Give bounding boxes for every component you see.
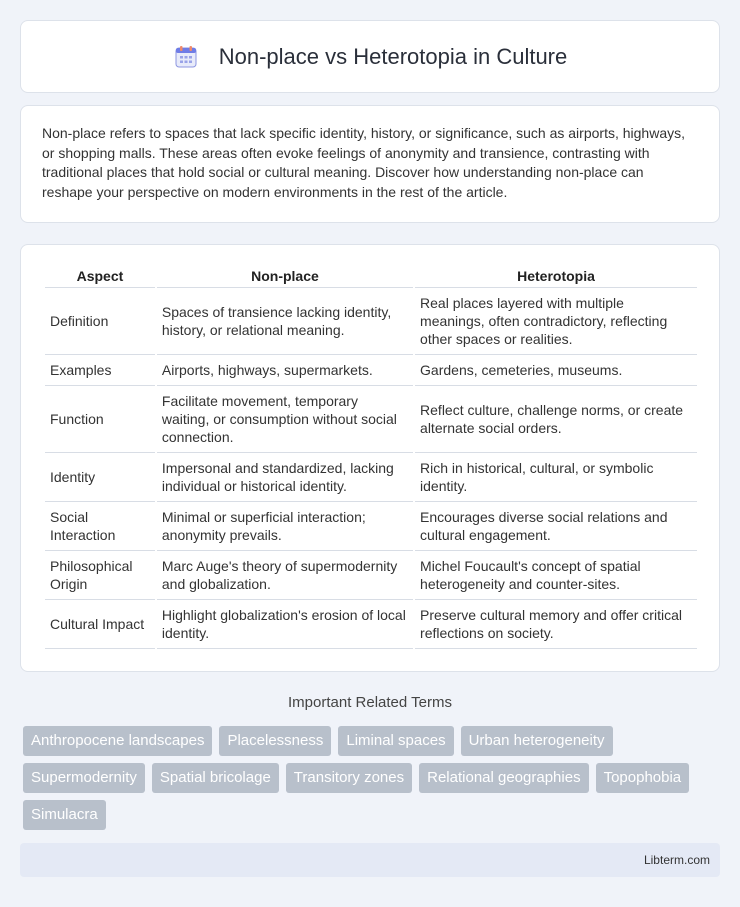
table-cell: Airports, highways, supermarkets.	[157, 355, 413, 386]
page-title: Non-place vs Heterotopia in Culture	[218, 43, 568, 69]
table-cell: Facilitate movement, temporary waiting, or consumption without social connection.	[157, 386, 413, 453]
footer	[20, 843, 720, 877]
related-terms-title: Important Related Terms	[288, 694, 452, 711]
intro-card	[20, 105, 720, 223]
table-cell: Minimal or superficial interaction; anonymity prevails.	[157, 502, 413, 551]
column-header: Aspect	[45, 263, 155, 288]
table-cell: Encourages diverse social relations and cultural engagement.	[415, 502, 697, 551]
related-term-tag[interactable]: Topophobia	[596, 763, 690, 793]
table-cell: Function	[45, 386, 155, 453]
related-term-tag[interactable]: Relational geographies	[419, 763, 588, 793]
table-cell: Marc Auge's theory of supermodernity and globalization.	[157, 551, 413, 600]
table-row	[45, 288, 697, 355]
table-cell: Michel Foucault's concept of spatial heterogeneity and counter-sites.	[415, 551, 697, 600]
table-row	[45, 551, 697, 600]
table-cell: Spaces of transience lacking identity, history, or relational meaning.	[157, 288, 413, 355]
table-cell: Cultural Impact	[45, 600, 155, 649]
related-term-tag[interactable]: Anthropocene landscapes	[23, 726, 212, 756]
table-cell: Examples	[45, 355, 155, 386]
table-row	[45, 386, 697, 453]
table-row	[45, 502, 697, 551]
table-cell: Social Interaction	[45, 502, 155, 551]
table-cell: Definition	[45, 288, 155, 355]
related-term-tag[interactable]: Spatial bricolage	[152, 763, 279, 793]
table-row	[45, 355, 697, 386]
header-card	[20, 20, 720, 93]
table-cell: Reflect culture, challenge norms, or create alternate social orders.	[415, 386, 697, 453]
comparison-table-card	[20, 244, 720, 672]
comparison-table	[43, 263, 699, 649]
related-term-tag[interactable]: Supermodernity	[23, 763, 145, 793]
footer-link[interactable]: Libterm.com	[643, 853, 710, 867]
table-row	[45, 600, 697, 649]
table-cell: Preserve cultural memory and offer critical reflections on society.	[415, 600, 697, 649]
calendar-icon	[173, 44, 199, 70]
related-terms-list	[23, 726, 723, 837]
column-header: Heterotopia	[415, 263, 697, 288]
table-cell: Gardens, cemeteries, museums.	[415, 355, 697, 386]
related-term-tag[interactable]: Liminal spaces	[338, 726, 453, 756]
column-header: Non-place	[157, 263, 413, 288]
table-cell: Real places layered with multiple meanings, often contradictory, reflecting other spaces or realities.	[415, 288, 697, 355]
related-term-tag[interactable]: Placelessness	[219, 726, 331, 756]
table-header-row	[45, 263, 697, 288]
related-term-tag[interactable]: Transitory zones	[286, 763, 412, 793]
related-term-tag[interactable]: Urban heterogeneity	[461, 726, 613, 756]
intro-text: Non-place refers to spaces that lack specific identity, history, or significance, such as airports, highways, or shopping malls. These areas often evoke feelings of anonymity and transience, contrasting with traditional places that hold social or cultural meaning. Discover how understanding non-place can reshape your perspective on modern environments in the rest of the article.	[42, 125, 685, 200]
table-row	[45, 453, 697, 502]
table-cell: Rich in historical, cultural, or symbolic identity.	[415, 453, 697, 502]
table-cell: Identity	[45, 453, 155, 502]
table-cell: Impersonal and standardized, lacking individual or historical identity.	[157, 453, 413, 502]
table-cell: Highlight globalization's erosion of local identity.	[157, 600, 413, 649]
related-term-tag[interactable]: Simulacra	[23, 800, 106, 830]
table-cell: Philosophical Origin	[45, 551, 155, 600]
